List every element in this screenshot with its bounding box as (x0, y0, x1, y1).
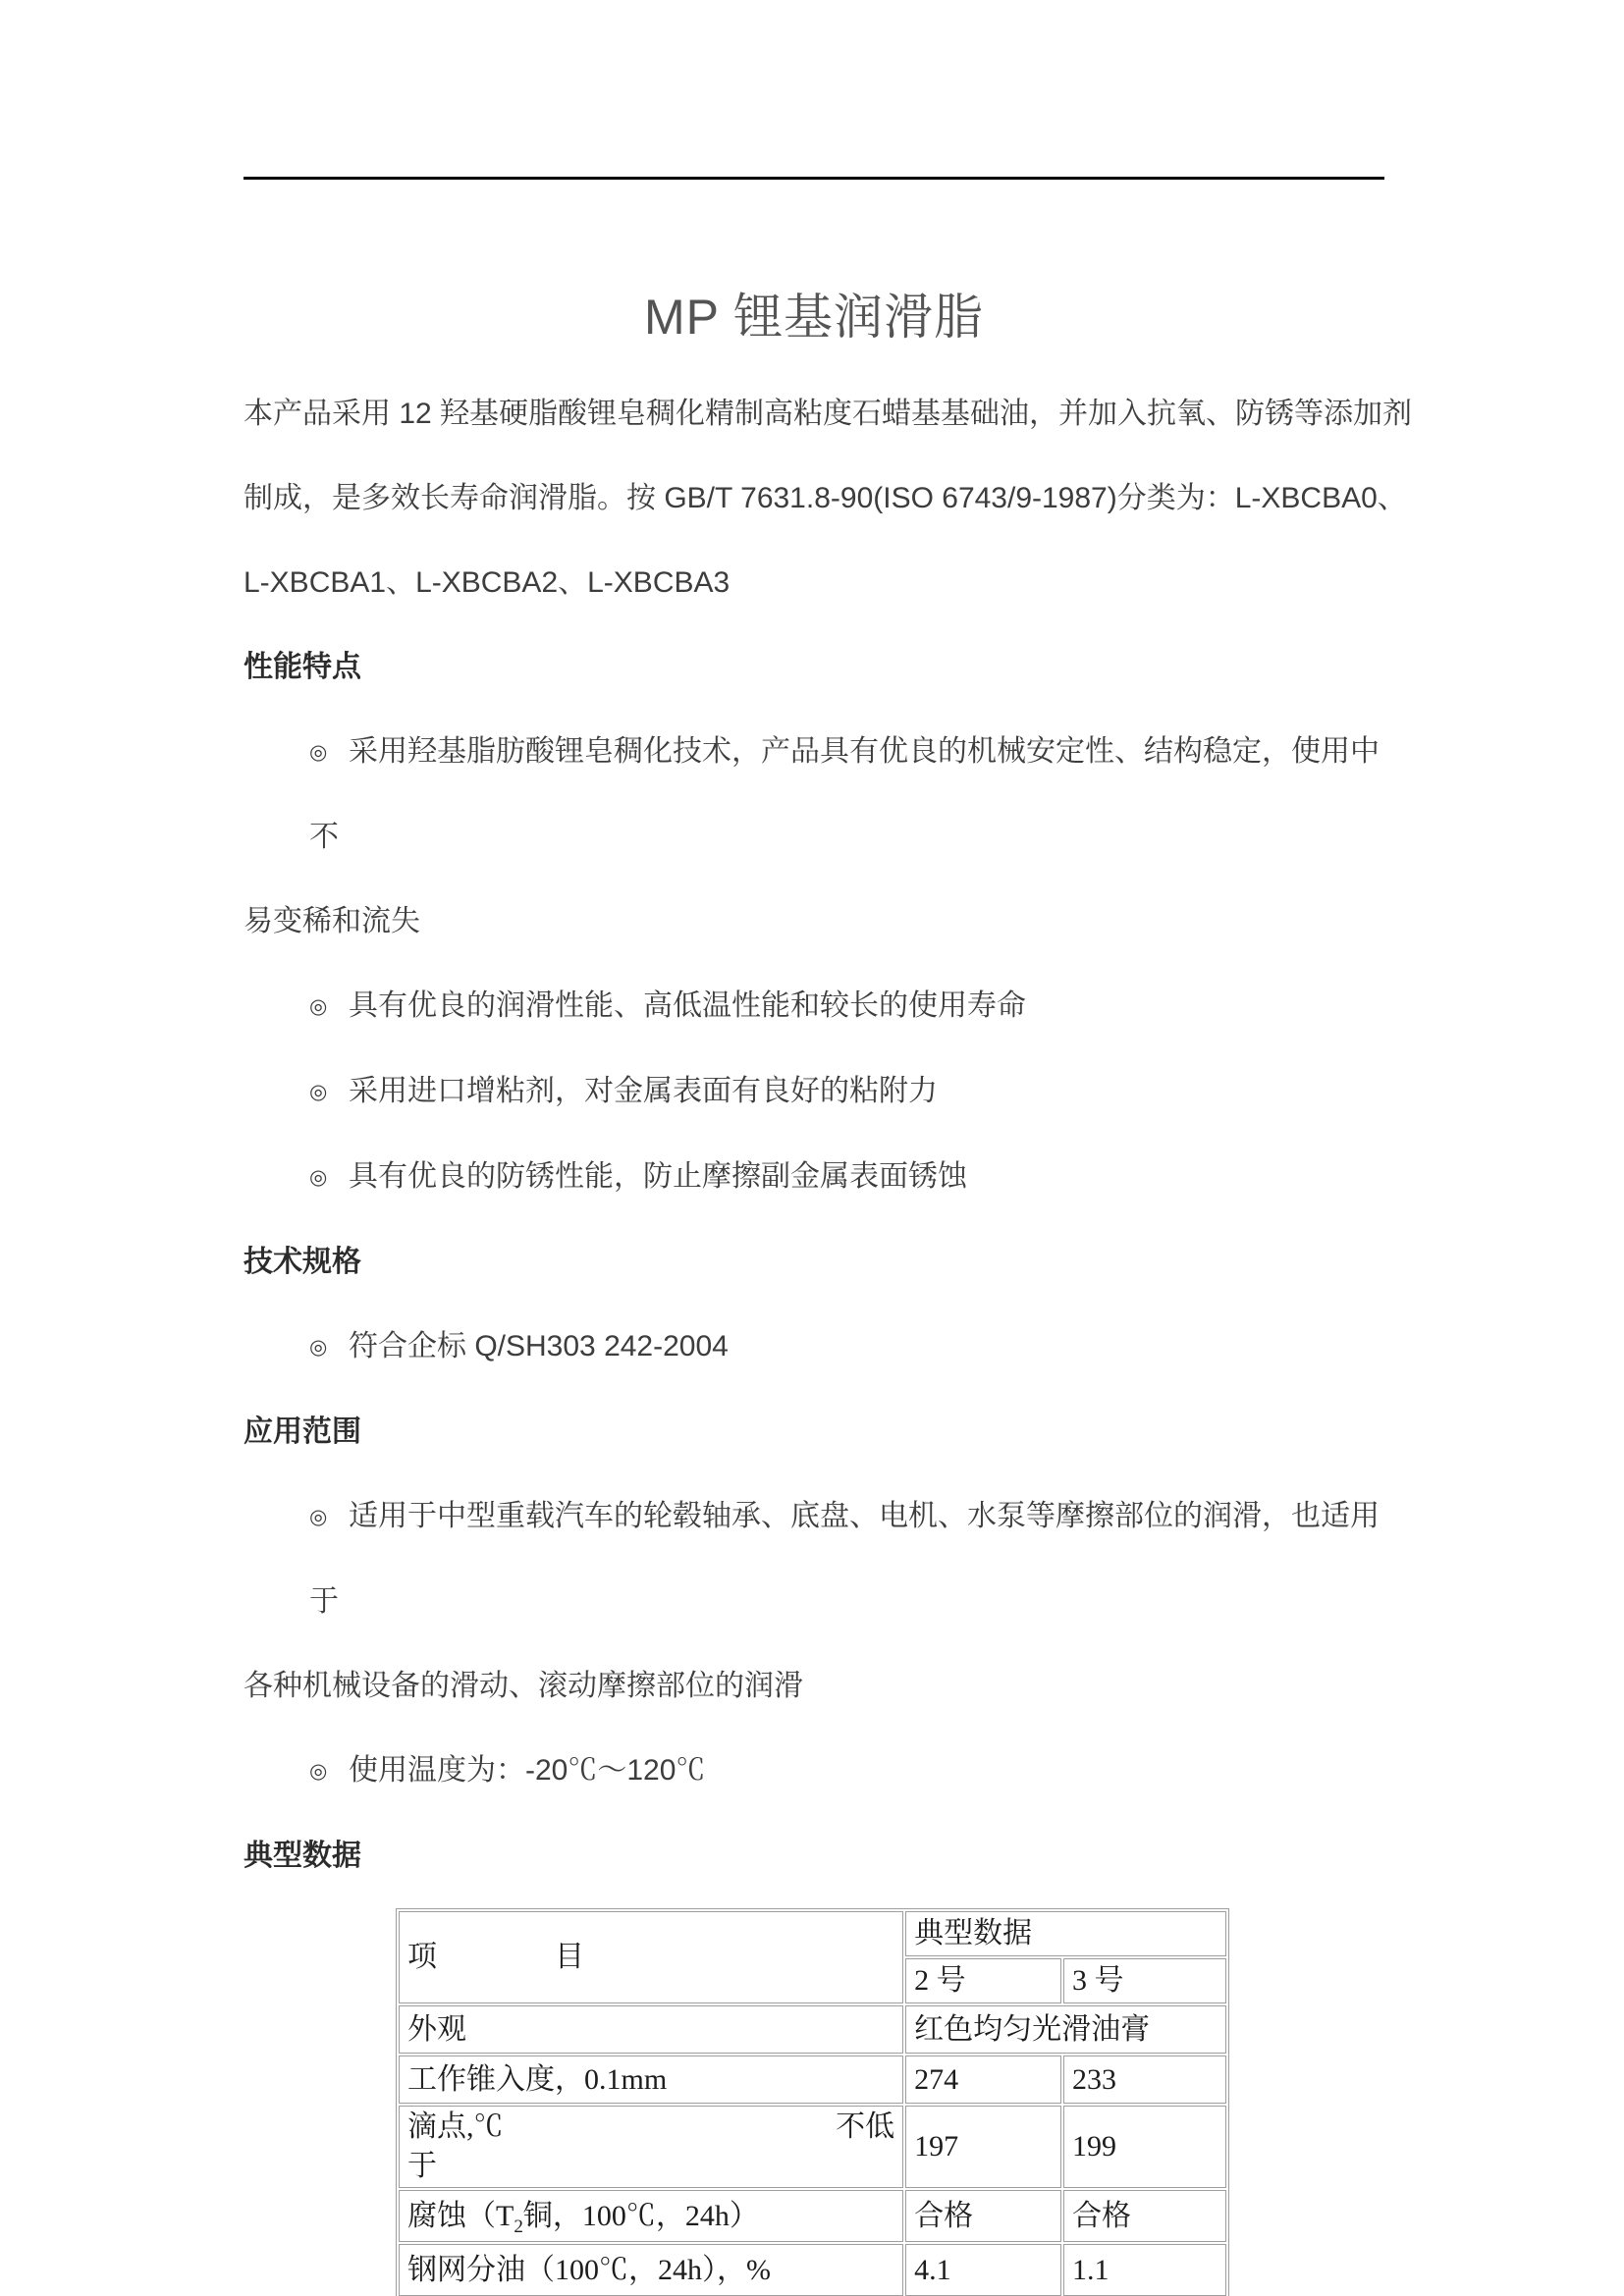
document-content (244, 177, 1413, 2296)
bullet-icon: ◎ (309, 1760, 328, 1783)
intro-line: 制成，是多效长寿命润滑脂。按 GB/T 7631.8-90(ISO 6743/9-1987)分类为：L-XBCBA0、 (244, 482, 1407, 514)
section-heading-features: 性能特点 (244, 651, 361, 683)
typical-data-table (396, 1908, 1229, 2296)
list-item (244, 1729, 1384, 1814)
bullet-icon: ◎ (309, 1166, 328, 1189)
row-value: 红色均匀光滑油膏 (905, 2005, 1226, 2054)
header-cell-grade2: 2 号 (905, 1958, 1061, 2003)
list-item-text: 具有优良的润滑性能、高低温性能和较长的使用寿命 (349, 989, 1026, 1022)
list-item (244, 1049, 1384, 1135)
row-value-grade2: 4.1 (905, 2244, 1061, 2296)
row-value-grade2: 274 (905, 2056, 1061, 2104)
bullet-icon: ◎ (309, 1081, 328, 1103)
top-horizontal-rule (244, 177, 1384, 180)
intro-line: 本产品采用 12 羟基硬脂酸锂皂稠化精制高粘度石蜡基基础油，并加入抗氧、防锈等添加剂 (244, 398, 1413, 430)
list-item-text: 适用于中型重载汽车的轮毂轴承、底盘、电机、水泵等摩擦部位的润滑，也适用于 (309, 1500, 1380, 1618)
row-label-line1 (407, 2108, 894, 2147)
row-value-grade3: 合格 (1063, 2190, 1226, 2242)
list-item (244, 1305, 1384, 1390)
row-label-subscript: 2 (514, 2216, 523, 2237)
list-item-text: 采用羟基脂肪酸锂皂稠化技术，产品具有优良的机械安定性、结构稳定，使用中不 (309, 735, 1380, 853)
list-item-text: 具有优良的防锈性能，防止摩擦副金属表面锈蚀 (349, 1160, 967, 1193)
row-label: 工作锥入度，0.1mm (399, 2056, 903, 2104)
row-label (399, 2190, 903, 2242)
bullet-icon: ◎ (309, 1336, 328, 1359)
row-label: 外观 (399, 2005, 903, 2054)
bullet-icon: ◎ (309, 995, 328, 1018)
table-row-penetration (399, 2056, 1226, 2104)
table-row-oil-separation (399, 2244, 1226, 2296)
row-label-suffix: 铜，100℃，24h） (522, 2199, 759, 2232)
intro-line: L-XBCBA1、L-XBCBA2、L-XBCBA3 (244, 566, 731, 599)
row-value-grade2: 合格 (905, 2190, 1061, 2242)
typical-data-table-wrapper (396, 1908, 1384, 2296)
list-item-text: 采用进口增粘剂，对金属表面有良好的粘附力 (349, 1075, 938, 1107)
row-value-grade3: 199 (1063, 2106, 1226, 2188)
bullet-icon: ◎ (309, 741, 328, 764)
row-value-grade3: 1.1 (1063, 2244, 1226, 2296)
row-label-qualifier: 不低 (836, 2110, 895, 2143)
section-heading-specs: 技术规格 (244, 1246, 361, 1278)
header-cell-grade3: 3 号 (1063, 1958, 1226, 2003)
intro-paragraph (244, 372, 1413, 625)
row-value-grade2: 197 (905, 2106, 1061, 2188)
document-body (244, 372, 1413, 2296)
row-label (399, 2106, 903, 2188)
row-label-line2: 于 (407, 2150, 437, 2182)
list-item (244, 1474, 1384, 1644)
header-cell-group: 典型数据 (905, 1911, 1226, 1956)
table-row-corrosion (399, 2190, 1226, 2242)
table-header-row (399, 1911, 1226, 1956)
row-label-prefix: 腐蚀（T (407, 2199, 514, 2232)
bullet-icon: ◎ (309, 1506, 328, 1528)
list-item-continuation: 易变稀和流失 (244, 905, 420, 937)
section-heading-typical-data: 典型数据 (244, 1840, 361, 1872)
row-label-text: 滴点,℃ (407, 2110, 504, 2143)
list-item (244, 1135, 1384, 1220)
header-cell-item: 项 目 (399, 1911, 903, 2003)
list-item-text: 符合企标 Q/SH303 242-2004 (349, 1330, 729, 1362)
list-item (244, 710, 1384, 880)
row-label: 钢网分油（100℃，24h），% (399, 2244, 903, 2296)
section-heading-applications: 应用范围 (244, 1415, 361, 1448)
list-item-text: 使用温度为：-20℃～120℃ (349, 1754, 706, 1787)
page-title: MP 锂基润滑脂 (644, 290, 984, 345)
table-row-appearance (399, 2005, 1226, 2054)
list-item-continuation: 各种机械设备的滑动、滚动摩擦部位的润滑 (244, 1670, 803, 1702)
list-item (244, 964, 1384, 1049)
table-row-dropping-point (399, 2106, 1226, 2188)
row-value-grade3: 233 (1063, 2056, 1226, 2104)
